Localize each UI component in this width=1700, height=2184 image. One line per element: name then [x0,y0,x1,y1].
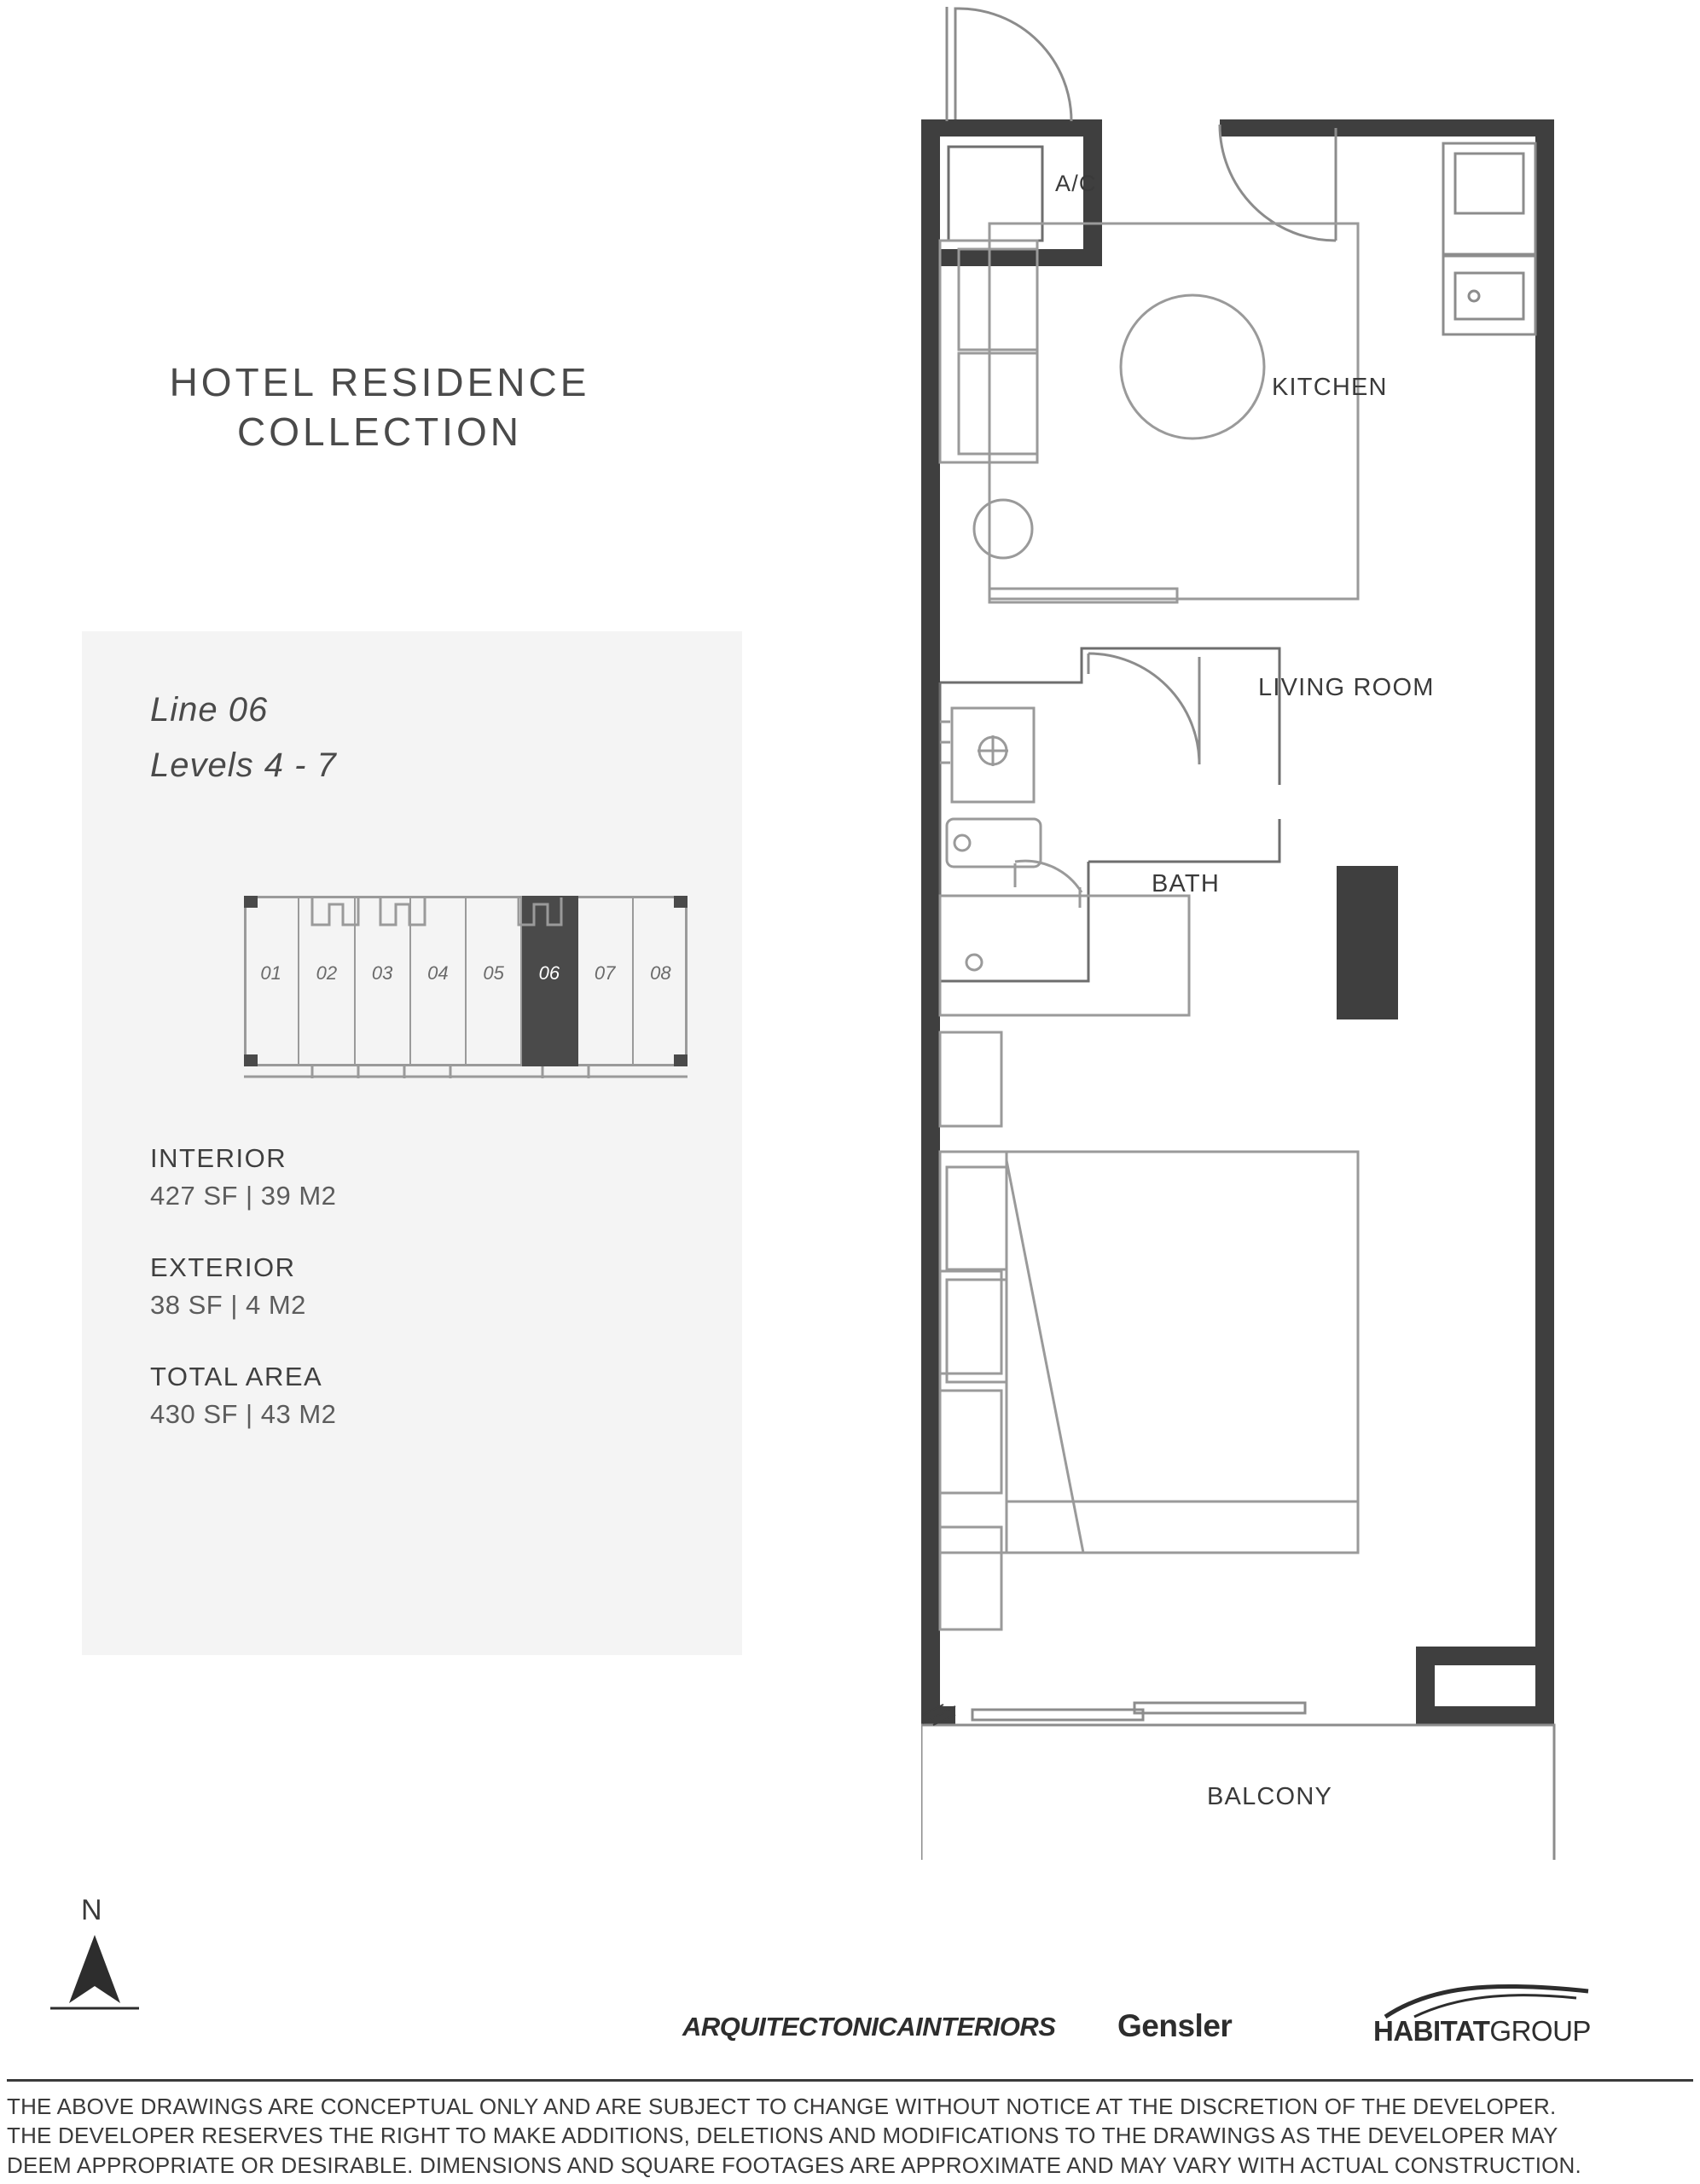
room-label-bath: BATH [1152,870,1220,897]
north-arrow-icon [47,1930,166,2041]
plan-walls [921,119,1554,1725]
room-label-kitchen: KITCHEN [1272,374,1388,401]
unit-levels-label: Levels 4 - 7 [150,746,337,784]
logo-habitat-group [1373,2015,1591,2048]
exterior-area-label: EXTERIOR [150,1252,296,1282]
total-area-group [150,1362,662,1430]
key-plan-unit-label: 03 [371,962,393,984]
logo-gensler: Gensler [1117,2008,1233,2043]
disclaimer-line-3: DEEM APPROPRIATE OR DESIRABLE. DIMENSIONS AND SQUARE FOOTAGES ARE APPROXIMATE AND MAY VARY WITH ACTUAL CONSTRUCTION. [7,2152,1581,2178]
key-plan-unit-label: 02 [316,962,338,984]
logo-row [665,1988,1680,2065]
plan-partitions [940,648,1279,981]
unit-line-label: Line 06 [150,691,269,729]
key-plan-unit-label: 08 [650,962,671,984]
habitat-swoosh-icon [1380,1979,1593,2020]
balcony-area [921,1703,1554,1860]
interior-area-label: INTERIOR [150,1143,287,1173]
interior-area-value: 427 SF | 39 M2 [150,1181,337,1211]
area-stats [150,1143,662,1471]
ac-closet [949,147,1042,241]
page-title [81,358,678,456]
key-plan-unit-label: 05 [483,962,504,984]
disclaimer-line-1: THE ABOVE DRAWINGS ARE CONCEPTUAL ONLY AND ARE SUBJECT TO CHANGE WITHOUT NOTICE AT THE DISCRETION OF THE DEVELOPER. [7,2094,1557,2119]
key-plan-unit-label: 04 [427,962,449,984]
exterior-area-group [150,1252,662,1321]
page-title-line-1: HOTEL RESIDENCE [169,360,590,404]
disclaimer-divider [7,2079,1693,2082]
key-plan-unit-label: 07 [594,962,616,984]
key-plan-diagram [176,896,705,1092]
total-area-label: TOTAL AREA [150,1362,323,1391]
key-plan-unit-label: 01 [260,962,281,984]
total-area-value: 430 SF | 43 M2 [150,1399,337,1429]
entry-door-swing [947,7,1071,121]
kitchen-fixtures [1443,143,1535,334]
bedroom-furniture [940,1032,1358,1629]
unit-info-panel [82,631,742,1655]
room-label-living-room: LIVING ROOM [1258,674,1435,701]
bath-door-swing [1088,653,1199,764]
floor-plan-drawing [921,0,1672,1860]
page-title-line-2: COLLECTION [237,409,522,454]
floor-plan-svg [921,0,1672,1860]
living-room-furniture [940,224,1358,602]
key-plan-wall-stubs [176,896,705,1092]
disclaimer-text [7,2092,1693,2180]
logo-habitat-light: GROUP [1489,2015,1591,2047]
interior-area-group [150,1143,662,1211]
exterior-area-value: 38 SF | 4 M2 [150,1290,306,1320]
disclaimer-line-2: THE DEVELOPER RESERVES THE RIGHT TO MAKE ADDITIONS, DELETIONS AND MODIFICATIONS TO THE DRAWINGS AS THE DEVELOPER MAY [7,2123,1558,2149]
room-label-balcony: BALCONY [1207,1783,1332,1810]
logo-habitat-bold: HABITAT [1373,2015,1490,2047]
logo-arquitectonica-interiors: ARQUITECTONICAINTERIORS [682,2012,1056,2042]
compass-north-label: N [81,1894,102,1926]
room-label-ac: A/C [1055,171,1097,196]
compass-north [47,1894,166,2030]
key-plan-unit-label: 06 [538,962,560,984]
